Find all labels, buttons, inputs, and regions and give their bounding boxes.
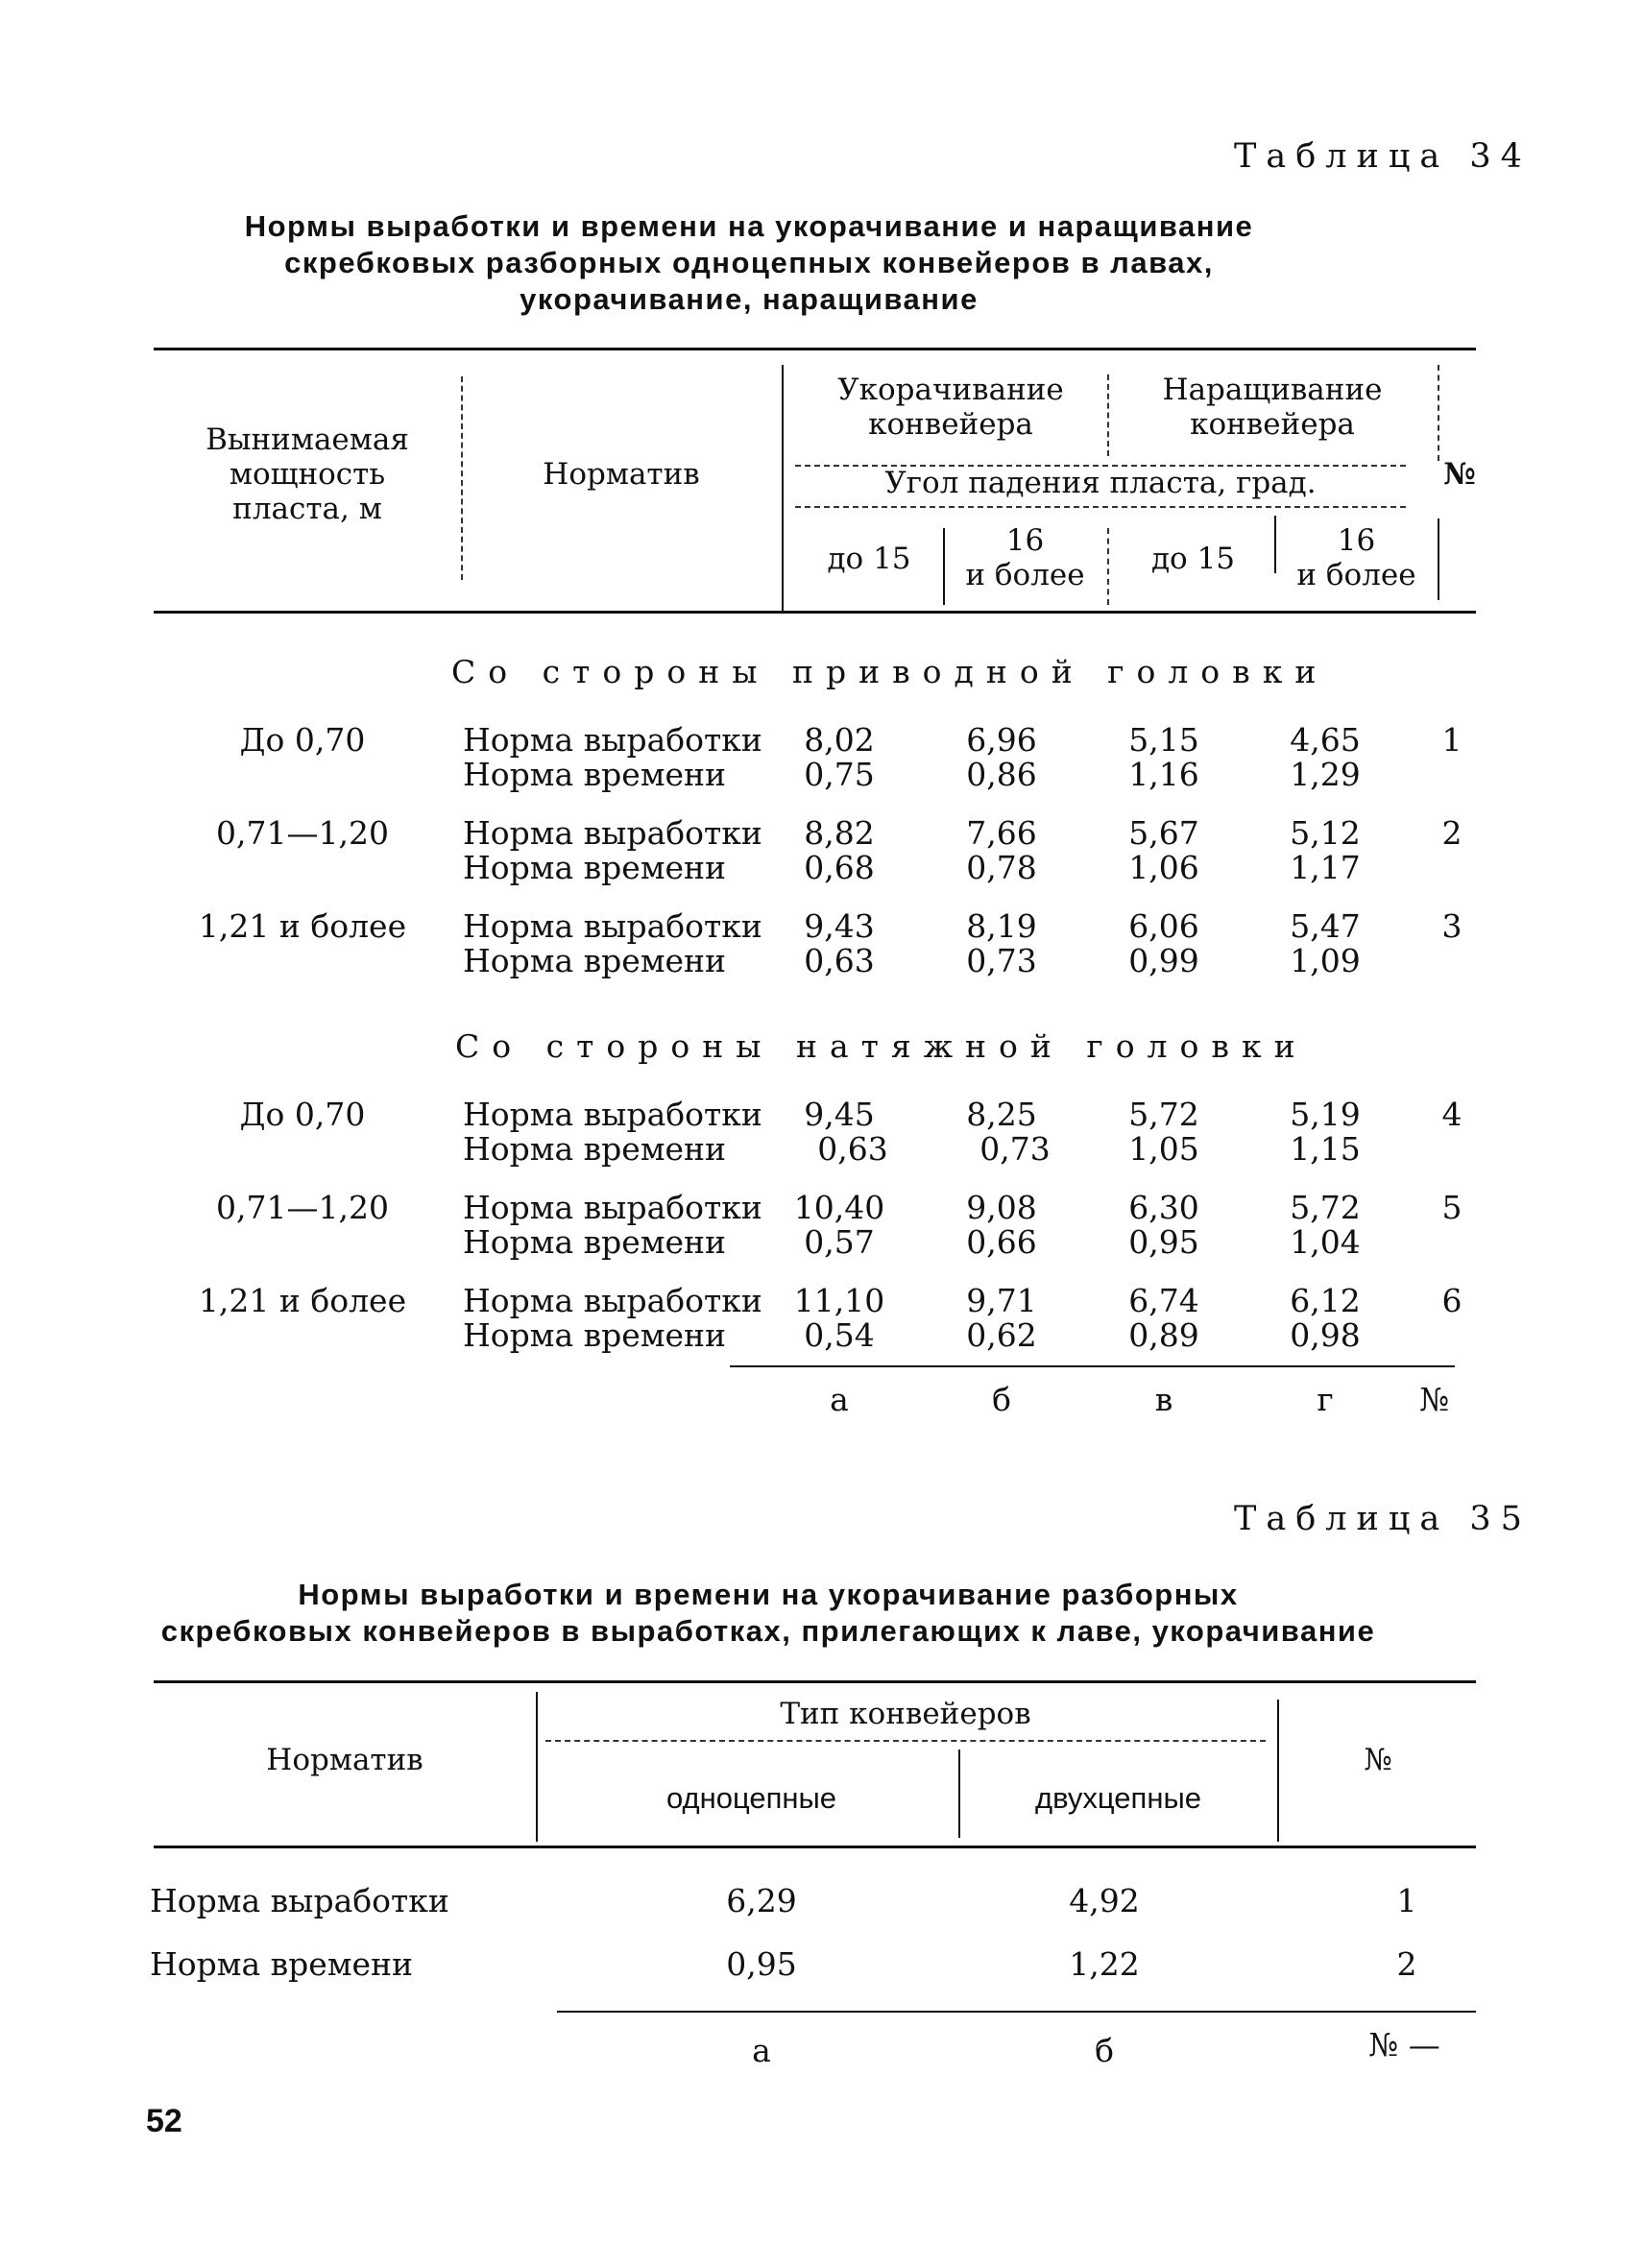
cell-v: 5,67 xyxy=(1128,814,1199,852)
footer-col-number: № — xyxy=(1368,2026,1440,2063)
table-35-caption: Таблица 35 xyxy=(1234,1500,1532,1538)
cell-g: 5,47 xyxy=(1290,907,1361,945)
column-divider xyxy=(1107,374,1109,456)
cell-b: 0,73 xyxy=(966,942,1037,979)
cell-g: 1,04 xyxy=(1290,1223,1361,1261)
header-line: конвейера xyxy=(1190,407,1355,442)
header-extension xyxy=(1114,373,1431,442)
row-label: Норма выработки xyxy=(150,1882,449,1919)
row-label: Норма времени xyxy=(150,1945,414,1983)
header-normative: Норматив xyxy=(543,457,700,492)
column-divider xyxy=(782,365,784,611)
row-label-time: Норма времени xyxy=(463,1316,727,1354)
row-label-time: Норма времени xyxy=(463,849,727,886)
cell-number: 2 xyxy=(1441,814,1463,852)
footer-col-a: а xyxy=(752,2032,771,2069)
cell-number: 3 xyxy=(1441,907,1463,945)
cell-b: 9,08 xyxy=(966,1189,1037,1226)
cell-a: 0,68 xyxy=(804,849,875,886)
footer-col-b: б xyxy=(1095,2032,1114,2069)
cell-g: 5,12 xyxy=(1290,814,1361,852)
header-single: одноцепные xyxy=(665,1781,837,1815)
header-top-rule xyxy=(154,348,1476,350)
cell-g: 1,29 xyxy=(1290,756,1361,793)
cell-a: 8,82 xyxy=(804,814,875,852)
row-thickness: 1,21 и более xyxy=(198,1282,407,1319)
cell-b: 0,66 xyxy=(966,1223,1037,1261)
section-title: Со стороны натяжной головки xyxy=(455,1027,1308,1065)
cell-a: 0,95 xyxy=(726,1945,797,1983)
header-over16 xyxy=(946,523,1104,592)
section-title: Со стороны приводной головки xyxy=(451,653,1329,690)
row-label-time: Норма времени xyxy=(463,942,727,979)
row-label-output: Норма выработки xyxy=(463,907,762,945)
row-label-time: Норма времени xyxy=(463,1223,727,1261)
cell-v: 0,95 xyxy=(1128,1223,1199,1261)
cell-v: 0,99 xyxy=(1128,942,1199,979)
title-line: Нормы выработки и времени на укорачивание и наращивание xyxy=(244,209,1254,243)
cell-g: 4,65 xyxy=(1290,721,1361,759)
row-thickness: До 0,70 xyxy=(239,1096,366,1133)
header-over16 xyxy=(1277,523,1436,592)
header-number: № xyxy=(1364,1743,1392,1777)
header-bottom-rule xyxy=(154,611,1476,614)
header-to15: до 15 xyxy=(827,542,911,576)
cell-v: 0,89 xyxy=(1128,1316,1199,1354)
cell-b: 0,78 xyxy=(966,849,1037,886)
row-thickness: 0,71—1,20 xyxy=(216,814,389,852)
title-line: скребковых конвейеров в выработках, прилегающих к лаве, укорачивание xyxy=(160,1614,1376,1648)
row-label-output: Норма выработки xyxy=(463,1189,762,1226)
cell-v: 5,72 xyxy=(1128,1096,1199,1133)
cell-v: 1,06 xyxy=(1128,849,1199,886)
cell-b: 7,66 xyxy=(966,814,1037,852)
header-type: Тип конвейеров xyxy=(780,1697,1031,1731)
cell-v: 1,16 xyxy=(1128,756,1199,793)
cell-b: 1,22 xyxy=(1069,1945,1140,1983)
title-line: Нормы выработки и времени на укорачивание разборных xyxy=(298,1578,1239,1611)
header-line: 16 xyxy=(1337,523,1376,558)
cell-number: 4 xyxy=(1441,1096,1463,1133)
title-line: укорачивание, наращивание xyxy=(520,282,979,316)
header-line: Вынимаемая xyxy=(206,422,409,457)
cell-b: 0,86 xyxy=(966,756,1037,793)
cell-g: 5,72 xyxy=(1290,1189,1361,1226)
column-divider xyxy=(536,1692,538,1842)
cell-b: 6,96 xyxy=(966,721,1037,759)
cell-a: 10,40 xyxy=(793,1189,885,1226)
footer-col-a: а xyxy=(830,1381,849,1418)
subheader-rule xyxy=(795,506,1406,508)
cell-b: 9,71 xyxy=(966,1282,1037,1319)
cell-v: 6,06 xyxy=(1128,907,1199,945)
table-35-title xyxy=(96,1577,1440,1650)
row-thickness: 1,21 и более xyxy=(198,907,407,945)
page-number: 52 xyxy=(146,2103,182,2139)
cell-a: 9,45 xyxy=(804,1096,875,1133)
row-thickness: 0,71—1,20 xyxy=(216,1189,389,1226)
column-divider xyxy=(1438,519,1439,600)
header-bottom-rule xyxy=(154,1846,1476,1848)
cell-g: 0,98 xyxy=(1290,1316,1361,1354)
cell-number: 5 xyxy=(1441,1189,1463,1226)
row-label-output: Норма выработки xyxy=(463,1282,762,1319)
cell-a: 0,63 xyxy=(804,942,875,979)
cell-a: 9,43 xyxy=(804,907,875,945)
row-label-output: Норма выработки xyxy=(463,814,762,852)
cell-g: 6,12 xyxy=(1290,1282,1361,1319)
subheader-rule xyxy=(545,1740,1266,1742)
header-line: Укорачивание xyxy=(837,373,1064,407)
cell-b: 0,73 xyxy=(979,1130,1051,1168)
cell-a: 0,63 xyxy=(817,1130,888,1168)
table-34-title xyxy=(125,208,1373,318)
cell-b: 8,19 xyxy=(966,907,1037,945)
table-34-caption: Таблица 34 xyxy=(1234,137,1532,176)
cell-number: 1 xyxy=(1441,721,1463,759)
header-line: и более xyxy=(1296,558,1416,592)
cell-g: 1,09 xyxy=(1290,942,1361,979)
column-divider xyxy=(1107,528,1109,605)
header-line: Наращивание xyxy=(1162,373,1383,407)
header-line: 16 xyxy=(1005,523,1045,558)
cell-v: 6,74 xyxy=(1128,1282,1199,1319)
cell-g: 1,17 xyxy=(1290,849,1361,886)
cell-a: 11,10 xyxy=(793,1282,885,1319)
row-label-output: Норма выработки xyxy=(463,721,762,759)
row-label-output: Норма выработки xyxy=(463,1096,762,1133)
cell-g: 5,19 xyxy=(1290,1096,1361,1133)
footer-col-v: в xyxy=(1154,1381,1173,1418)
header-line: и более xyxy=(965,558,1085,592)
cell-a: 6,29 xyxy=(726,1882,797,1919)
cell-a: 8,02 xyxy=(804,721,875,759)
header-line: конвейера xyxy=(868,407,1033,442)
column-divider xyxy=(1277,1700,1279,1842)
row-label-time: Норма времени xyxy=(463,1130,727,1168)
row-thickness: До 0,70 xyxy=(239,721,366,759)
cell-v: 1,05 xyxy=(1128,1130,1199,1168)
cell-number: 1 xyxy=(1396,1882,1417,1919)
cell-b: 0,62 xyxy=(966,1316,1037,1354)
footer-col-g: г xyxy=(1317,1381,1334,1418)
footer-col-number: № xyxy=(1419,1381,1450,1418)
cell-a: 0,54 xyxy=(804,1316,875,1354)
cell-b: 4,92 xyxy=(1069,1882,1140,1919)
cell-g: 1,15 xyxy=(1290,1130,1361,1168)
cell-number: 6 xyxy=(1441,1282,1463,1319)
column-divider xyxy=(943,528,945,605)
header-angle: Угол падения пласта, град. xyxy=(884,466,1317,500)
cell-number: 2 xyxy=(1396,1945,1417,1983)
footer-col-b: б xyxy=(992,1381,1011,1418)
cell-v: 6,30 xyxy=(1128,1189,1199,1226)
cell-v: 5,15 xyxy=(1128,721,1199,759)
column-divider xyxy=(1438,365,1439,461)
title-line: скребковых разборных одноцепных конвейеров в лавах, xyxy=(284,246,1214,279)
header-double: двухцепные xyxy=(1035,1781,1201,1815)
column-divider xyxy=(958,1749,960,1838)
cell-a: 0,57 xyxy=(804,1223,875,1261)
row-label-time: Норма времени xyxy=(463,756,727,793)
footer-rule xyxy=(730,1365,1455,1367)
header-line: пласта, м xyxy=(232,492,382,526)
header-shortening xyxy=(797,373,1104,442)
header-thickness xyxy=(154,422,461,526)
column-divider xyxy=(1274,516,1276,573)
header-top-rule xyxy=(154,1680,1476,1683)
header-number: № xyxy=(1443,457,1476,492)
header-to15: до 15 xyxy=(1150,542,1236,576)
footer-rule xyxy=(557,2011,1476,2013)
header-normative: Норматив xyxy=(266,1743,423,1777)
header-line: мощность xyxy=(229,457,386,492)
cell-b: 8,25 xyxy=(966,1096,1037,1133)
cell-a: 0,75 xyxy=(804,756,875,793)
